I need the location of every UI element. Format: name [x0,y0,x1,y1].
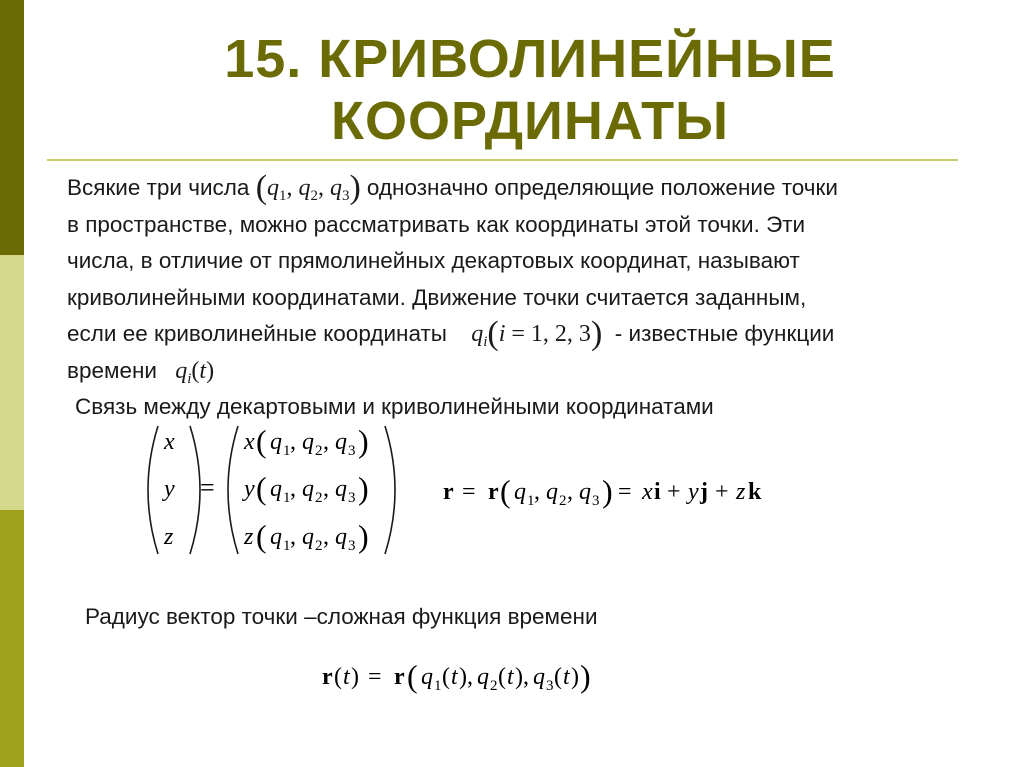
svg-text:(: ( [442,664,450,690]
formula-qi-t: $q_i(t)$ [175,357,215,387]
row-z [243,518,369,554]
svg-text:,: , [290,524,296,550]
row-x [243,423,369,459]
svg-text:1: 1 [283,538,291,554]
relation-heading: Связь между декартовыми и криволинейными координатами [75,394,714,419]
para-line-4: криволинейными координатами. Движение точки считается заданным, [67,284,807,310]
svg-text:3: 3 [348,443,356,459]
svg-text:(: ( [498,664,506,690]
svg-text:,: , [323,429,329,455]
svg-text:): ) [602,473,613,509]
left-vector-open-paren [148,426,158,554]
svg-text:(: ( [256,470,267,506]
svg-text:q: q [477,664,489,690]
left-vector-close-paren [190,426,200,554]
svg-text:q: q [302,524,314,550]
svg-text:,: , [534,479,540,505]
svg-text:z: z [736,479,746,505]
vec-y: y [164,476,175,502]
svg-text:(: ( [256,518,267,554]
svg-text:(: ( [407,658,418,694]
svg-text:j: j [700,479,708,505]
svg-text:q: q [546,479,558,505]
svg-text:,: , [323,476,329,502]
svg-text:1: 1 [434,678,442,694]
vec-z: z [164,524,174,550]
svg-text:3: 3 [348,538,356,554]
svg-text:2: 2 [559,493,567,509]
para-line-2: в пространстве, можно рассматривать как координаты этой точки. Эти [67,211,806,237]
svg-text:+: + [667,479,681,505]
svg-text:,: , [290,476,296,502]
svg-text:y: y [244,476,255,502]
svg-text:2: 2 [490,678,498,694]
para-line-5-start: если ее криволинейные координаты [67,321,447,346]
svg-text:q: q [302,476,314,502]
equals-sign-1: = [200,473,215,502]
title-line-2: КООРДИНАТЫ [330,91,730,151]
svg-text:x: x [642,479,653,505]
svg-text:q: q [335,429,347,455]
para-line-1-end: однозначно определяющие положение точки [366,175,838,200]
right-vector-open-paren [228,426,238,554]
svg-text:z: z [244,524,254,550]
radius-heading: Радиус вектор точки –сложная функция времени [85,604,598,629]
svg-text:+: + [715,479,729,505]
svg-text:q: q [270,524,282,550]
svg-text:q: q [421,664,433,690]
svg-text:3: 3 [592,493,600,509]
row-y [242,470,369,506]
svg-text:=: = [618,479,632,505]
svg-text:(: ( [554,664,562,690]
svg-text:q: q [270,476,282,502]
svg-text:3: 3 [546,678,554,694]
radius-vector-time [322,658,591,694]
svg-text:,: , [323,524,329,550]
svg-text:): ) [358,470,369,506]
svg-text:),: ), [515,664,529,690]
svg-text:r: r [394,664,405,690]
para-line-3: числа, в отличие от прямолинейных декартовых координат, называют [67,248,800,273]
svg-text:q: q [514,479,526,505]
svg-text:),: ), [459,664,473,690]
svg-text:q: q [579,479,591,505]
svg-text:3: 3 [348,490,356,506]
svg-text:y: y [688,479,699,505]
svg-text:t: t [563,664,570,690]
svg-text:k: k [748,479,762,505]
svg-text:2: 2 [315,443,323,459]
svg-text:): ) [358,518,369,554]
formula-qi-index: $q_i(i = 1$, 2, 3) [471,315,603,352]
svg-text:t: t [507,664,514,690]
svg-text:1: 1 [283,443,291,459]
para-line-1-start: Всякие три числа [67,175,250,200]
title-line-1: 15. КРИВОЛИНЕЙНЫЕ [224,29,836,89]
svg-text:=: = [462,479,476,505]
radius-vector-expansion [443,473,762,509]
svg-text:x: x [244,429,255,455]
svg-text:q: q [270,429,282,455]
svg-text:(: ( [334,664,342,690]
svg-text:(: ( [500,473,511,509]
right-vector-close-paren [385,426,395,554]
para-line-6-start: времени [67,357,157,383]
svg-text:1: 1 [527,493,535,509]
svg-text:q: q [533,664,545,690]
svg-text:=: = [368,664,382,690]
svg-text:t: t [451,664,458,690]
svg-text:,: , [290,429,296,455]
svg-text:1: 1 [283,490,291,506]
svg-text:,: , [567,479,573,505]
svg-text:i: i [654,479,661,505]
svg-text:r: r [322,664,333,690]
svg-text:2: 2 [315,538,323,554]
svg-text:(: ( [256,423,267,459]
svg-text:t: t [343,664,350,690]
svg-text:): ) [351,664,359,690]
svg-text:): ) [571,664,579,690]
svg-text:q: q [335,476,347,502]
para-line-5-end: - известные функции [614,321,835,346]
svg-text:): ) [580,658,591,694]
svg-text:q: q [302,429,314,455]
svg-text:r: r [443,479,454,505]
svg-text:r: r [488,479,499,505]
vec-x: x [164,429,175,455]
svg-text:q: q [335,524,347,550]
formula-q-triple: ($q_1$, $q_2$, $q_3$) [255,169,361,206]
svg-text:): ) [358,423,369,459]
svg-text:2: 2 [315,490,323,506]
